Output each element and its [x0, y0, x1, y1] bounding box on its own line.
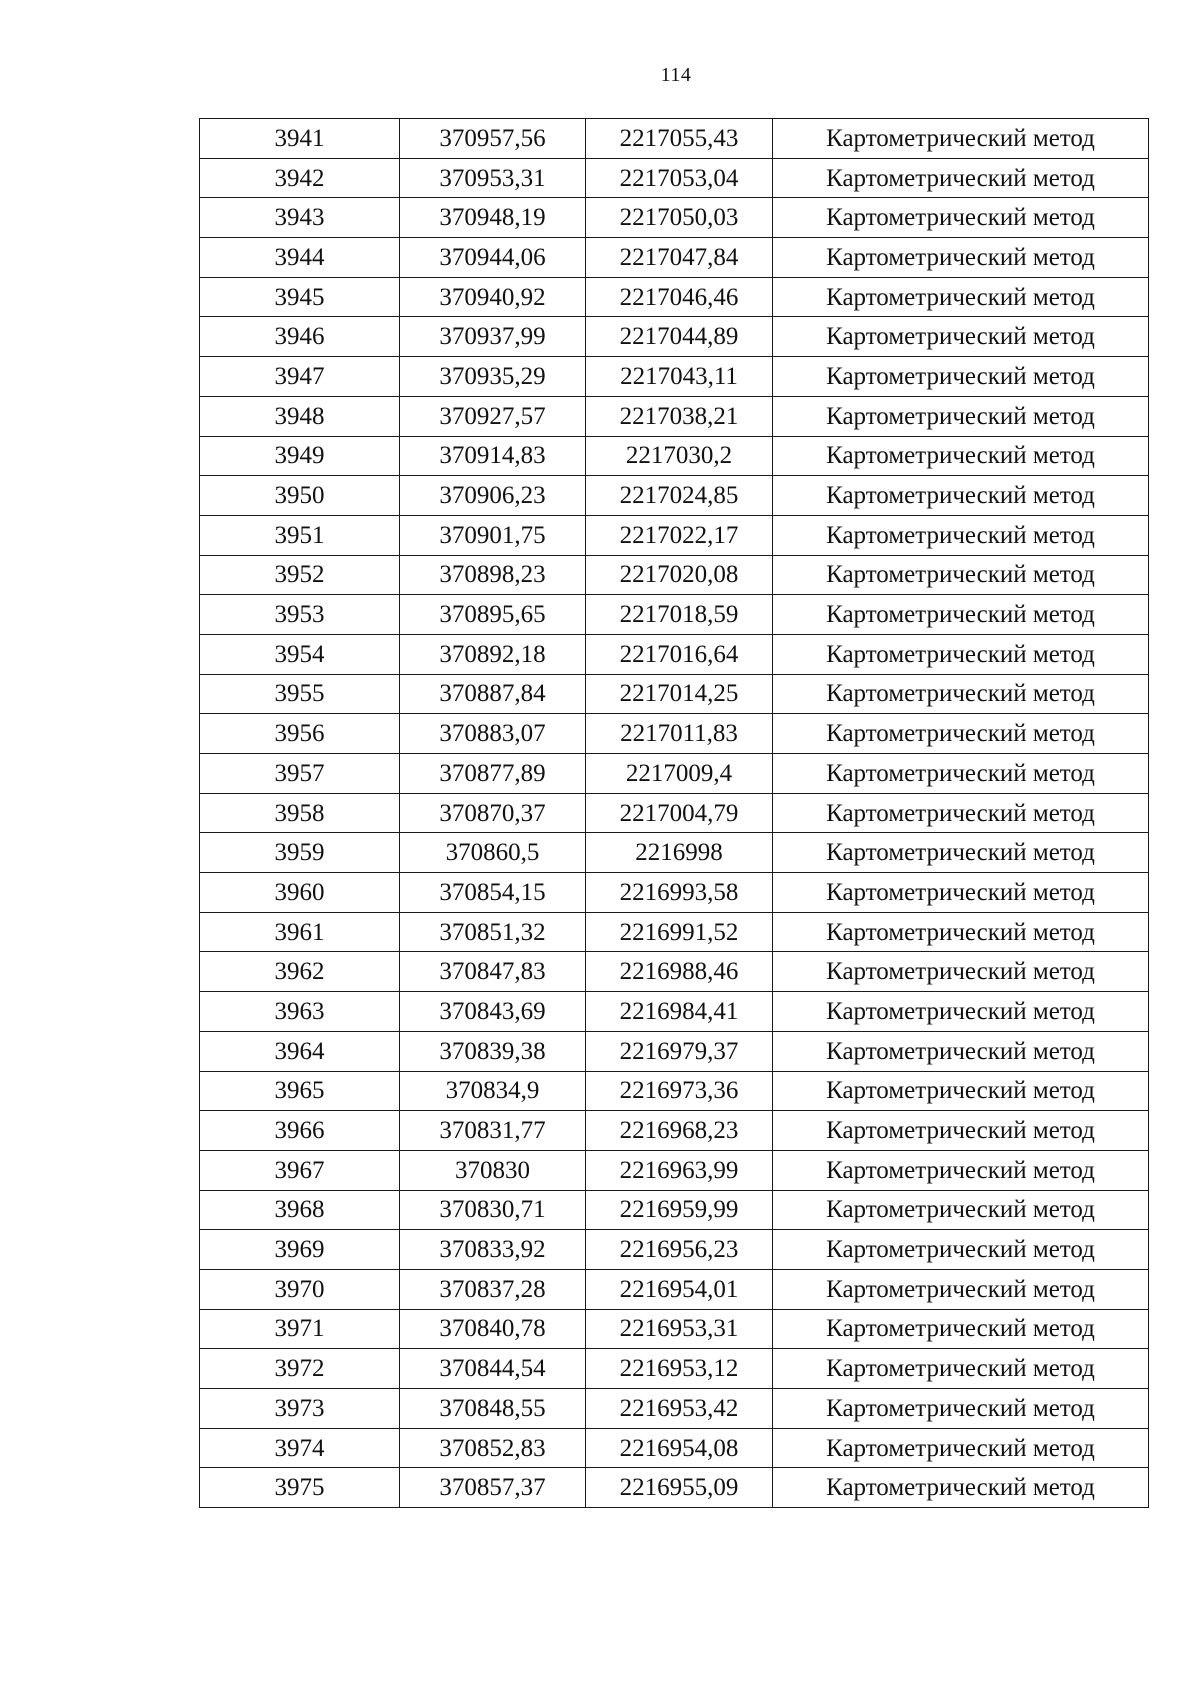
y-coordinate-cell: 2217046,46: [586, 277, 773, 317]
y-coordinate-cell: 2216954,01: [586, 1269, 773, 1309]
table-row: [200, 238, 1149, 278]
point-number-cell: 3969: [200, 1230, 400, 1270]
point-number-cell: 3970: [200, 1269, 400, 1309]
table-row: [200, 873, 1149, 913]
point-number-cell: 3962: [200, 952, 400, 992]
point-number-cell: 3967: [200, 1150, 400, 1190]
table-row: [200, 992, 1149, 1032]
point-number-cell: 3975: [200, 1468, 400, 1508]
point-number-cell: 3942: [200, 158, 400, 198]
point-number-cell: 3951: [200, 515, 400, 555]
point-number-cell: 3972: [200, 1349, 400, 1389]
method-cell: Картометрический метод: [773, 674, 1149, 714]
x-coordinate-cell: 370839,38: [400, 1031, 586, 1071]
method-cell: Картометрический метод: [773, 1269, 1149, 1309]
table-row: [200, 198, 1149, 238]
y-coordinate-cell: 2216998: [586, 833, 773, 873]
y-coordinate-cell: 2216988,46: [586, 952, 773, 992]
table-row: [200, 436, 1149, 476]
x-coordinate-cell: 370887,84: [400, 674, 586, 714]
y-coordinate-cell: 2216954,08: [586, 1428, 773, 1468]
table-row: [200, 1150, 1149, 1190]
x-coordinate-cell: 370927,57: [400, 396, 586, 436]
y-coordinate-cell: 2216991,52: [586, 912, 773, 952]
point-number-cell: 3952: [200, 555, 400, 595]
point-number-cell: 3954: [200, 634, 400, 674]
point-number-cell: 3957: [200, 754, 400, 794]
x-coordinate-cell: 370830,71: [400, 1190, 586, 1230]
method-cell: Картометрический метод: [773, 515, 1149, 555]
x-coordinate-cell: 370860,5: [400, 833, 586, 873]
point-number-cell: 3960: [200, 873, 400, 913]
method-cell: Картометрический метод: [773, 238, 1149, 278]
point-number-cell: 3959: [200, 833, 400, 873]
x-coordinate-cell: 370937,99: [400, 317, 586, 357]
x-coordinate-cell: 370857,37: [400, 1468, 586, 1508]
method-cell: Картометрический метод: [773, 873, 1149, 913]
x-coordinate-cell: 370851,32: [400, 912, 586, 952]
table-row: [200, 833, 1149, 873]
table-row: [200, 158, 1149, 198]
y-coordinate-cell: 2217016,64: [586, 634, 773, 674]
method-cell: Картометрический метод: [773, 1031, 1149, 1071]
method-cell: Картометрический метод: [773, 1071, 1149, 1111]
method-cell: Картометрический метод: [773, 1150, 1149, 1190]
table-row: [200, 1309, 1149, 1349]
table-row: [200, 674, 1149, 714]
table-row: [200, 1230, 1149, 1270]
table-row: [200, 634, 1149, 674]
method-cell: Картометрический метод: [773, 317, 1149, 357]
x-coordinate-cell: 370883,07: [400, 714, 586, 754]
table-row: [200, 515, 1149, 555]
point-number-cell: 3949: [200, 436, 400, 476]
y-coordinate-cell: 2217050,03: [586, 198, 773, 238]
point-number-cell: 3973: [200, 1389, 400, 1429]
y-coordinate-cell: 2216956,23: [586, 1230, 773, 1270]
y-coordinate-cell: 2217020,08: [586, 555, 773, 595]
table-row: [200, 1389, 1149, 1429]
x-coordinate-cell: 370906,23: [400, 476, 586, 516]
method-cell: Картометрический метод: [773, 357, 1149, 397]
method-cell: Картометрический метод: [773, 1230, 1149, 1270]
x-coordinate-cell: 370854,15: [400, 873, 586, 913]
method-cell: Картометрический метод: [773, 714, 1149, 754]
point-number-cell: 3955: [200, 674, 400, 714]
y-coordinate-cell: 2216979,37: [586, 1031, 773, 1071]
table-row: [200, 1071, 1149, 1111]
method-cell: Картометрический метод: [773, 1349, 1149, 1389]
coordinates-table-body: [200, 119, 1149, 1508]
point-number-cell: 3947: [200, 357, 400, 397]
point-number-cell: 3963: [200, 992, 400, 1032]
x-coordinate-cell: 370957,56: [400, 119, 586, 159]
method-cell: Картометрический метод: [773, 158, 1149, 198]
x-coordinate-cell: 370953,31: [400, 158, 586, 198]
x-coordinate-cell: 370914,83: [400, 436, 586, 476]
y-coordinate-cell: 2217030,2: [586, 436, 773, 476]
method-cell: Картометрический метод: [773, 912, 1149, 952]
point-number-cell: 3953: [200, 595, 400, 635]
point-number-cell: 3946: [200, 317, 400, 357]
y-coordinate-cell: 2217009,4: [586, 754, 773, 794]
table-row: [200, 912, 1149, 952]
method-cell: Картометрический метод: [773, 754, 1149, 794]
method-cell: Картометрический метод: [773, 119, 1149, 159]
page-number: 114: [660, 64, 692, 86]
point-number-cell: 3965: [200, 1071, 400, 1111]
method-cell: Картометрический метод: [773, 952, 1149, 992]
y-coordinate-cell: 2217011,83: [586, 714, 773, 754]
x-coordinate-cell: 370831,77: [400, 1111, 586, 1151]
point-number-cell: 3948: [200, 396, 400, 436]
y-coordinate-cell: 2216959,99: [586, 1190, 773, 1230]
table-row: [200, 952, 1149, 992]
x-coordinate-cell: 370848,55: [400, 1389, 586, 1429]
method-cell: Картометрический метод: [773, 198, 1149, 238]
table-row: [200, 754, 1149, 794]
x-coordinate-cell: 370940,92: [400, 277, 586, 317]
y-coordinate-cell: 2217053,04: [586, 158, 773, 198]
point-number-cell: 3945: [200, 277, 400, 317]
y-coordinate-cell: 2216953,31: [586, 1309, 773, 1349]
x-coordinate-cell: 370843,69: [400, 992, 586, 1032]
y-coordinate-cell: 2217044,89: [586, 317, 773, 357]
y-coordinate-cell: 2217055,43: [586, 119, 773, 159]
table-row: [200, 1349, 1149, 1389]
point-number-cell: 3974: [200, 1428, 400, 1468]
table-row: [200, 1111, 1149, 1151]
y-coordinate-cell: 2216963,99: [586, 1150, 773, 1190]
x-coordinate-cell: 370877,89: [400, 754, 586, 794]
y-coordinate-cell: 2216973,36: [586, 1071, 773, 1111]
x-coordinate-cell: 370935,29: [400, 357, 586, 397]
point-number-cell: 3958: [200, 793, 400, 833]
point-number-cell: 3956: [200, 714, 400, 754]
coordinates-table: [199, 118, 1149, 1508]
x-coordinate-cell: 370833,92: [400, 1230, 586, 1270]
method-cell: Картометрический метод: [773, 277, 1149, 317]
method-cell: Картометрический метод: [773, 595, 1149, 635]
y-coordinate-cell: 2217004,79: [586, 793, 773, 833]
table-row: [200, 555, 1149, 595]
table-row: [200, 277, 1149, 317]
method-cell: Картометрический метод: [773, 634, 1149, 674]
method-cell: Картометрический метод: [773, 992, 1149, 1032]
x-coordinate-cell: 370948,19: [400, 198, 586, 238]
method-cell: Картометрический метод: [773, 476, 1149, 516]
y-coordinate-cell: 2216968,23: [586, 1111, 773, 1151]
method-cell: Картометрический метод: [773, 436, 1149, 476]
y-coordinate-cell: 2216953,12: [586, 1349, 773, 1389]
y-coordinate-cell: 2216955,09: [586, 1468, 773, 1508]
method-cell: Картометрический метод: [773, 1468, 1149, 1508]
x-coordinate-cell: 370852,83: [400, 1428, 586, 1468]
x-coordinate-cell: 370840,78: [400, 1309, 586, 1349]
x-coordinate-cell: 370844,54: [400, 1349, 586, 1389]
method-cell: Картометрический метод: [773, 396, 1149, 436]
y-coordinate-cell: 2216993,58: [586, 873, 773, 913]
table-row: [200, 396, 1149, 436]
x-coordinate-cell: 370837,28: [400, 1269, 586, 1309]
method-cell: Картометрический метод: [773, 1389, 1149, 1429]
method-cell: Картометрический метод: [773, 1190, 1149, 1230]
method-cell: Картометрический метод: [773, 833, 1149, 873]
x-coordinate-cell: 370892,18: [400, 634, 586, 674]
x-coordinate-cell: 370847,83: [400, 952, 586, 992]
y-coordinate-cell: 2217018,59: [586, 595, 773, 635]
y-coordinate-cell: 2216953,42: [586, 1389, 773, 1429]
table-row: [200, 1428, 1149, 1468]
x-coordinate-cell: 370944,06: [400, 238, 586, 278]
x-coordinate-cell: 370895,65: [400, 595, 586, 635]
y-coordinate-cell: 2217024,85: [586, 476, 773, 516]
y-coordinate-cell: 2217022,17: [586, 515, 773, 555]
table-row: [200, 357, 1149, 397]
method-cell: Картометрический метод: [773, 1309, 1149, 1349]
point-number-cell: 3968: [200, 1190, 400, 1230]
y-coordinate-cell: 2217014,25: [586, 674, 773, 714]
table-row: [200, 119, 1149, 159]
table-row: [200, 1031, 1149, 1071]
y-coordinate-cell: 2217043,11: [586, 357, 773, 397]
y-coordinate-cell: 2217047,84: [586, 238, 773, 278]
point-number-cell: 3950: [200, 476, 400, 516]
x-coordinate-cell: 370830: [400, 1150, 586, 1190]
method-cell: Картометрический метод: [773, 1428, 1149, 1468]
y-coordinate-cell: 2217038,21: [586, 396, 773, 436]
table-row: [200, 317, 1149, 357]
x-coordinate-cell: 370898,23: [400, 555, 586, 595]
method-cell: Картометрический метод: [773, 793, 1149, 833]
x-coordinate-cell: 370901,75: [400, 515, 586, 555]
point-number-cell: 3944: [200, 238, 400, 278]
method-cell: Картометрический метод: [773, 555, 1149, 595]
table-row: [200, 714, 1149, 754]
table-row: [200, 1190, 1149, 1230]
point-number-cell: 3943: [200, 198, 400, 238]
y-coordinate-cell: 2216984,41: [586, 992, 773, 1032]
method-cell: Картометрический метод: [773, 1111, 1149, 1151]
x-coordinate-cell: 370870,37: [400, 793, 586, 833]
table-row: [200, 793, 1149, 833]
point-number-cell: 3966: [200, 1111, 400, 1151]
point-number-cell: 3961: [200, 912, 400, 952]
table-row: [200, 476, 1149, 516]
table-row: [200, 1468, 1149, 1508]
point-number-cell: 3964: [200, 1031, 400, 1071]
point-number-cell: 3941: [200, 119, 400, 159]
point-number-cell: 3971: [200, 1309, 400, 1349]
x-coordinate-cell: 370834,9: [400, 1071, 586, 1111]
table-row: [200, 595, 1149, 635]
table-row: [200, 1269, 1149, 1309]
